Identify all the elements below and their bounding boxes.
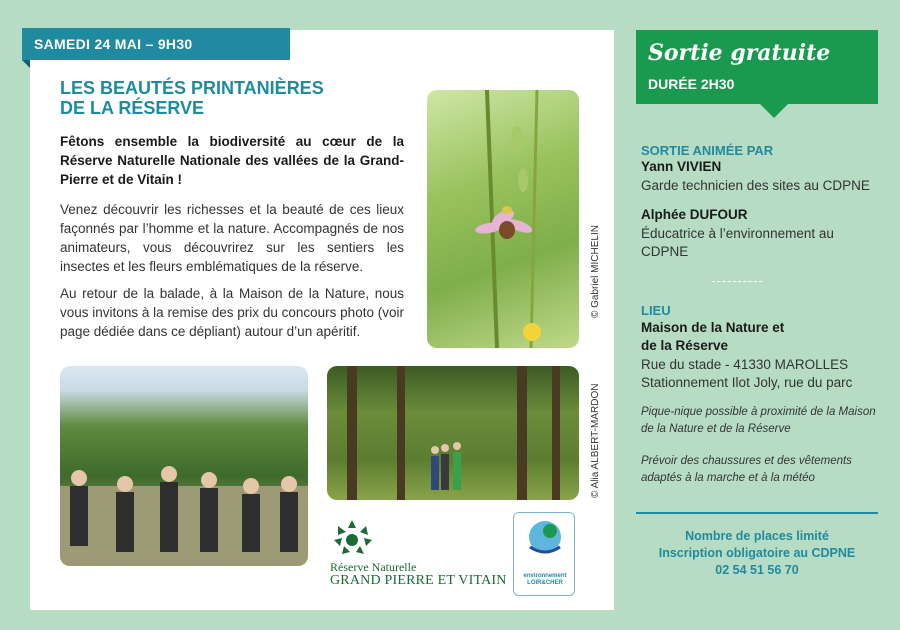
host-role-1: Garde technicien des sites au CDPNE (641, 178, 870, 193)
address-line-2: Stationnement Ilot Joly, rue du parc (641, 375, 853, 390)
photo-credit-orchid: © Gabriel MICHELIN (590, 225, 601, 318)
lead-paragraph: Fêtons ensemble la biodiversité au cœur de la Réserve Naturelle Nationale des vallées de la Grand-Pierre et de Vitain ! (60, 134, 404, 187)
place-heading: LIEU (641, 303, 671, 318)
reserve-logo-line-1: Réserve Naturelle (330, 560, 417, 574)
forest-illustration (327, 366, 579, 500)
photo-credit-group: © Alia ALBERT-MARDON (590, 383, 601, 498)
title-line-2: DE LA RÉSERVE (60, 98, 205, 118)
environment-logo-label: environnement (523, 573, 567, 579)
environment-logo-icon (514, 513, 576, 569)
environment-logo (513, 512, 575, 596)
section-separator (712, 281, 762, 282)
duration-label: DURÉE 2H30 (648, 76, 735, 92)
address-line-1: Rue du stade - 41330 MAROLLES (641, 357, 849, 372)
date-banner-fold (22, 60, 30, 68)
registration-text: Inscription obligatoire au CDPNE (658, 546, 856, 560)
host-name-2: Alphée DUFOUR (641, 207, 748, 222)
host-name-1: Yann VIVIEN (641, 159, 722, 174)
hosts-heading: SORTIE ANIMÉE PAR (641, 143, 774, 158)
orchid-illustration (427, 90, 579, 348)
environment-logo-sub: LOIR&CHER (527, 580, 563, 586)
host-role-2: Éducatrice à l’environnement au CDPNE (641, 226, 834, 259)
date-text: SAMEDI 24 MAI – 9H30 (34, 36, 193, 52)
title-line-1: LES BEAUTÉS PRINTANIÈRES (60, 78, 324, 98)
registration-info (636, 528, 878, 579)
environment-logo-text (520, 573, 570, 587)
group-photo (60, 366, 308, 566)
phone-number[interactable]: 02 54 51 56 70 (715, 563, 799, 577)
place-name-line-2: de la Réserve (641, 338, 729, 353)
banner-tail (760, 104, 788, 118)
free-outing-banner (636, 30, 878, 104)
forest-photo (327, 366, 579, 500)
free-outing-title: Sortie gratuite (648, 40, 831, 66)
event-title (60, 78, 390, 118)
limited-places-text: Nombre de places limité (685, 529, 829, 543)
date-banner (22, 28, 290, 60)
group-illustration (60, 366, 308, 566)
equipment-note: Prévoir des chaussures et des vêtements adaptés à la marche et à la météo (641, 455, 852, 484)
bottom-divider (636, 512, 878, 516)
orchid-photo (427, 90, 579, 348)
reserve-logo-icon (330, 518, 380, 560)
picnic-note: Pique-nique possible à proximité de la Maison de la Nature et de la Réserve (641, 406, 876, 435)
body-paragraph-2: Au retour de la balade, à la Maison de la Nature, nous vous invitons à la remise des prix du concours photo (voir page dédiée dans ce dépliant) autour d’un apéritif. (60, 286, 404, 339)
reserve-logo-line-2: GRAND PIERRE ET VITAIN (330, 573, 507, 588)
body-paragraph-1: Venez découvrir les richesses et la beauté de ces lieux façonnés par l’homme et la nature. Accompagnés de nos animateurs, vous découvrirez sur les sentiers les insectes et les fleurs emblématiques de la réserve. (60, 202, 404, 274)
place-name-line-1: Maison de la Nature et (641, 320, 785, 335)
